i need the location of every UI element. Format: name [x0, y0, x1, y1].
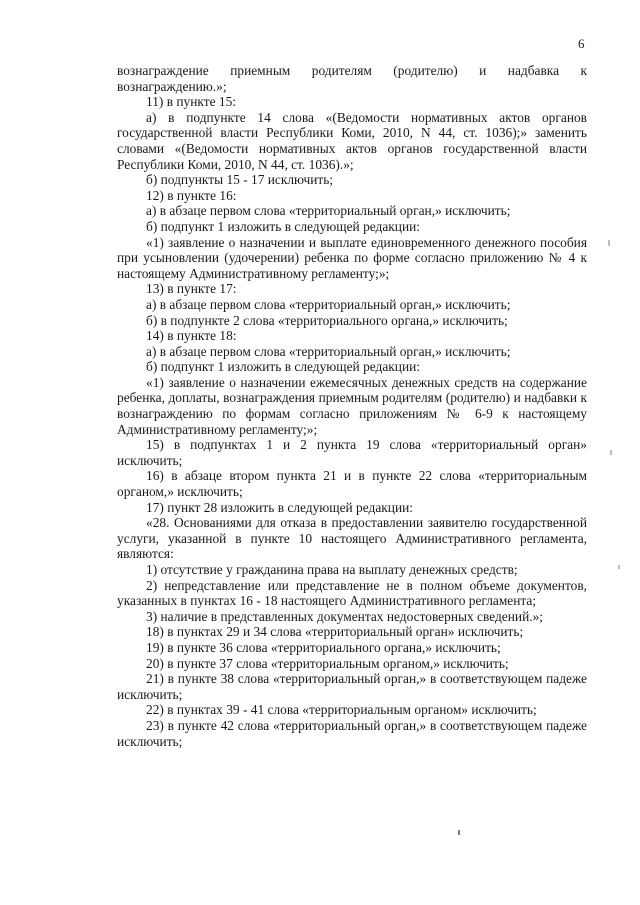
paragraph: а) в абзаце первом слова «территориальный орган,» исключить; [146, 296, 511, 312]
paragraph: «1) заявление о назначении и выплате единовременного денежного пособия при усыновлении (удочерении) ребенка по форме согласно приложению № 4 к настоящему Административному регламенту;»; [117, 234, 587, 281]
paragraph: 14) в пункте 18: [146, 328, 237, 344]
paragraph: 17) пункт 28 изложить в следующей редакции: [146, 499, 414, 515]
document-body [117, 63, 587, 749]
paragraph: 15) в подпунктах 1 и 2 пункта 19 слова «территориальный орган» исключить; [117, 437, 587, 468]
paragraph: 20) в пункте 37 слова «территориальным органом,» исключить; [146, 655, 509, 671]
paragraph: б) подпункт 1 изложить в следующей редакции: [146, 359, 421, 375]
scan-speck [610, 450, 612, 455]
paragraph: 23) в пункте 42 слова «территориальный орган,» в соответствующем падеже исключить; [117, 717, 587, 749]
paragraph: «28. Основаниями для отказа в предоставлении заявителю государственной услуги, указанной в пункте 10 настоящего Административного регламента, являются: [117, 515, 587, 562]
scan-speck [458, 830, 460, 835]
paragraph: 18) в пунктах 29 и 34 слова «территориальный орган» исключить; [146, 624, 524, 640]
paragraph: б) подпункт 1 изложить в следующей редакции: [146, 218, 421, 234]
paragraph: 2) непредставление или представление не в полном объеме документов, указанных в пунктах 16 - 18 настоящего Административного регламента; [117, 577, 587, 609]
paragraph: б) в подпункте 2 слова «территориального органа,» исключить; [146, 312, 508, 328]
paragraph: б) подпункты 15 - 17 исключить; [146, 172, 334, 188]
paragraph: 1) отсутствие у гражданина права на выплату денежных средств; [146, 562, 518, 577]
paragraph: 19) в пункте 36 слова «территориального органа,» исключить; [146, 639, 501, 655]
paragraph: 13) в пункте 17: [146, 281, 237, 297]
scan-speck [618, 565, 620, 569]
page-number: 6 [578, 36, 585, 51]
paragraph: 12) в пункте 16: [146, 187, 237, 203]
paragraph: 22) в пунктах 39 - 41 слова «территориальным органом» исключить; [146, 702, 537, 718]
paragraph: а) в абзаце первом слова «территориальный орган,» исключить; [146, 343, 511, 359]
paragraph: 3) наличие в представленных документах недостоверных сведений.»; [146, 608, 544, 624]
paragraph: «1) заявление о назначении ежемесячных денежных средств на содержание ребенка, доплаты, вознаграждения приемным родителям (родителю) и надбавки к вознаграждению по формам согласно приложениям № 6-9 к настоящему Административному регламенту;»; [117, 374, 587, 437]
paragraph: вознаграждение приемным родителям (родителю) и надбавка к вознаграждению.»; [117, 63, 587, 94]
paragraph: а) в подпункте 14 слова «(Ведомости нормативных актов органов государственной власти Республики Коми, 2010, N 44, ст. 1036);» заменить словами «(Ведомости нормативных актов органов государственной власти Республики Коми, 2010, N 44, ст. 1036).»; [117, 109, 587, 172]
paragraph: 16) в абзаце втором пункта 21 и в пункте 22 слова «территориальным органом,» исключить; [117, 468, 587, 500]
scan-speck [608, 240, 610, 246]
paragraph: 11) в пункте 15: [146, 94, 236, 110]
paragraph: а) в абзаце первом слова «территориальный орган,» исключить; [146, 203, 511, 219]
paragraph: 21) в пункте 38 слова «территориальный орган,» в соответствующем падеже исключить; [117, 671, 587, 702]
